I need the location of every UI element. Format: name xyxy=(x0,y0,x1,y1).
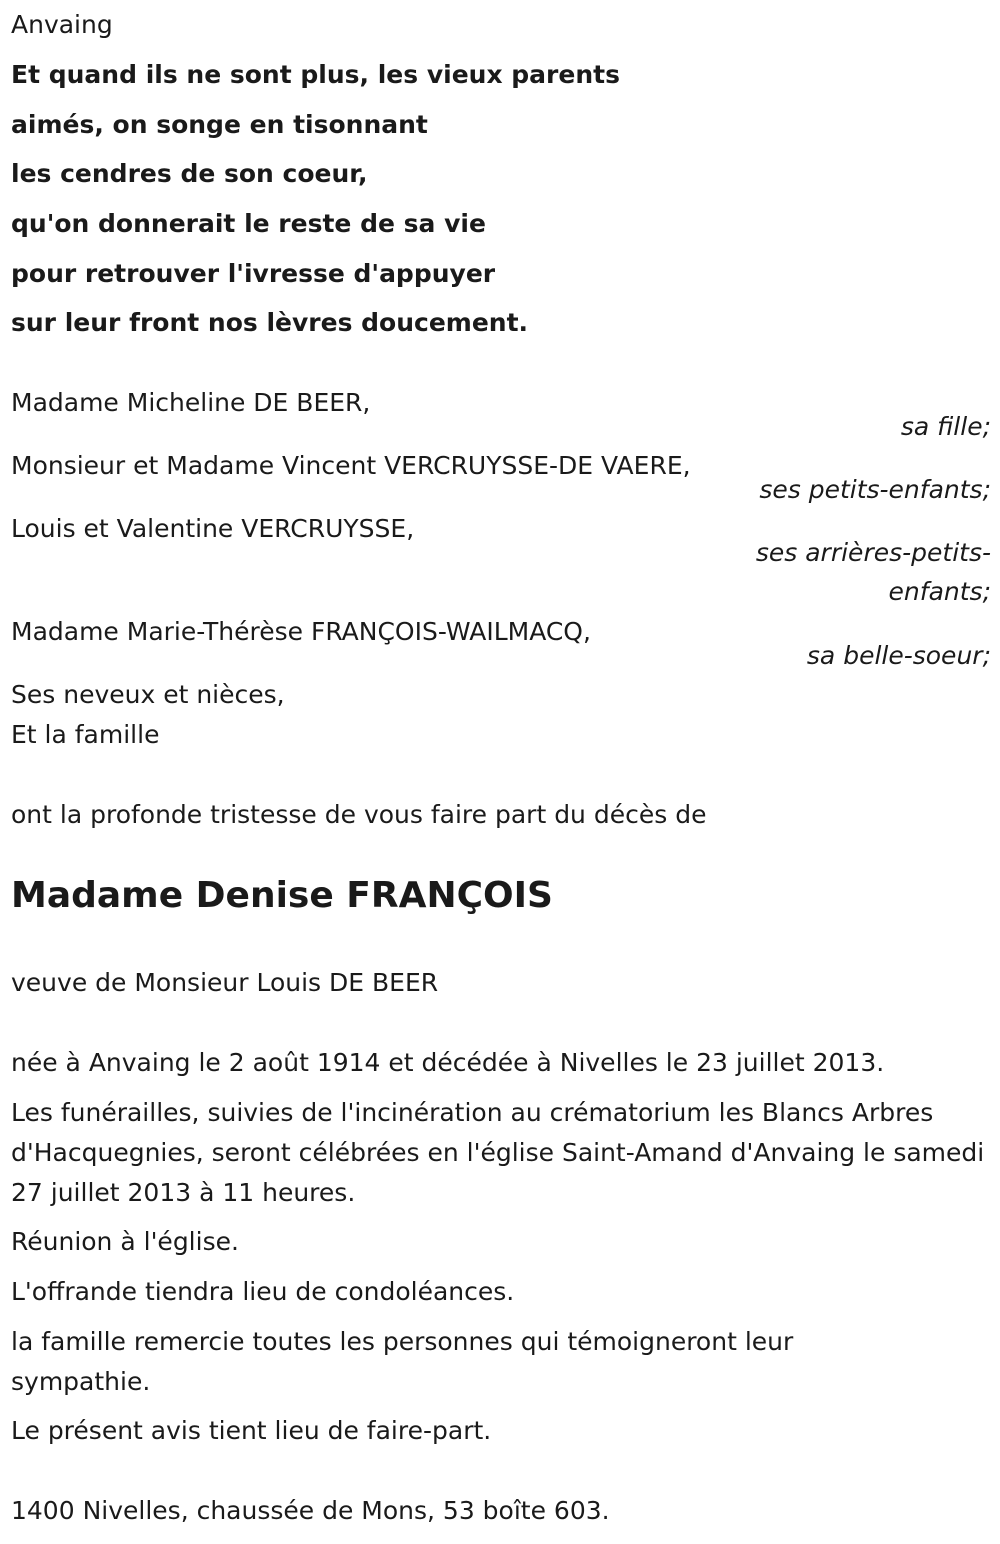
widow-of: veuve de Monsieur Louis DE BEER xyxy=(11,968,439,997)
funeral-info: Les funérailles, suivies de l'incinération au crématorium les Blancs Arbres d'Hacquegnies, seront célébrées en l'église Saint-Amand d'Anvaing le samedi 27 juillet 2013 à 11 heures. xyxy=(11,1098,985,1207)
poem-line-6: sur leur front nos lèvres doucement. xyxy=(11,308,529,337)
thanks-text: la famille remercie toutes les personnes qui témoigneront leur sympathie. xyxy=(11,1327,794,1396)
family-member-name-4: Madame Marie-Thérèse FRANÇOIS-WAILMACQ, xyxy=(11,617,591,646)
place-heading: Anvaing xyxy=(11,10,113,39)
poem-line-3: les cendres de son coeur, xyxy=(11,159,368,188)
family-member-role-4: sa belle-soeur; xyxy=(806,641,991,670)
poem-line-1: Et quand ils ne sont plus, les vieux parents xyxy=(11,60,620,89)
family-member-role-2: ses petits-enfants; xyxy=(759,475,991,504)
notice-text: Le présent avis tient lieu de faire-part. xyxy=(11,1416,492,1445)
offering-info: L'offrande tiendra lieu de condoléances. xyxy=(11,1277,515,1306)
announcement-text: ont la profonde tristesse de vous faire part du décès de xyxy=(11,800,707,829)
family-member-role-3a: ses arrières-petits- xyxy=(755,538,991,567)
family-member-name-2: Monsieur et Madame Vincent VERCRUYSSE-DE VAERE, xyxy=(11,451,691,480)
family-member-role-1: sa fille; xyxy=(900,412,991,441)
family-member-name-3: Louis et Valentine VERCRUYSSE, xyxy=(11,514,415,543)
poem-line-4: qu'on donnerait le reste de sa vie xyxy=(11,209,486,238)
family-member-name-1: Madame Micheline DE BEER, xyxy=(11,388,371,417)
poem-line-2: aimés, on songe en tisonnant xyxy=(11,110,428,139)
family-member-role-3b: enfants; xyxy=(888,577,991,606)
meeting-info: Réunion à l'église. xyxy=(11,1227,239,1256)
poem-line-5: pour retrouver l'ivresse d'appuyer xyxy=(11,259,496,288)
nephews-nieces: Ses neveux et nièces, xyxy=(11,680,285,709)
birth-death-info: née à Anvaing le 2 août 1914 et décédée à Nivelles le 23 juillet 2013. xyxy=(11,1048,885,1077)
deceased-name: Madame Denise FRANÇOIS xyxy=(11,875,553,916)
the-family: Et la famille xyxy=(11,720,160,749)
address: 1400 Nivelles, chaussée de Mons, 53 boîte 603. xyxy=(11,1496,610,1525)
